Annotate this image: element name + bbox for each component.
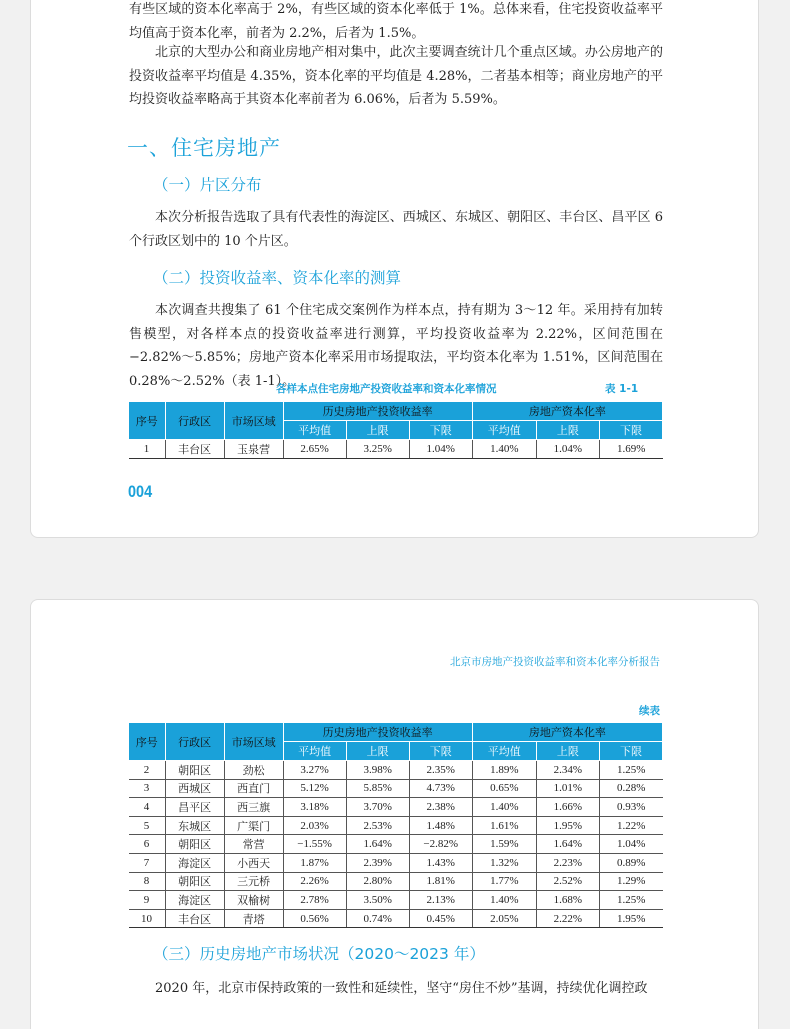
cell-no: 1 — [129, 440, 166, 459]
cell-return-lower: 1.48% — [409, 816, 472, 835]
table-row — [129, 853, 663, 872]
cell-district: 东城区 — [165, 816, 224, 835]
cell-cap-upper: 2.22% — [536, 909, 599, 928]
header-cap-lower: 下限 — [599, 742, 662, 761]
cell-district: 朝阳区 — [165, 835, 224, 854]
cell-return-lower: 1.81% — [409, 872, 472, 891]
cell-return-lower: 2.13% — [409, 891, 472, 910]
cell-area: 常营 — [224, 835, 283, 854]
cell-cap-upper: 1.04% — [536, 440, 599, 459]
table-row — [129, 798, 663, 817]
paragraph-districts: 本次分析报告选取了具有代表性的海淀区、西城区、东城区、朝阳区、丰台区、昌平区 6 个行政区划中的 10 个片区。 — [129, 210, 663, 249]
cell-return-avg: 2.26% — [283, 872, 346, 891]
header-return-lower: 下限 — [409, 421, 472, 440]
cell-return-upper: 3.70% — [346, 798, 409, 817]
header-cap-lower: 下限 — [599, 421, 662, 440]
cell-district: 海淀区 — [165, 853, 224, 872]
cell-district: 朝阳区 — [165, 761, 224, 780]
cell-return-upper: 2.53% — [346, 816, 409, 835]
cell-return-lower: −2.82% — [409, 835, 472, 854]
cell-area: 西三旗 — [224, 798, 283, 817]
header-group-cap: 房地产资本化率 — [472, 723, 662, 742]
cell-district: 西城区 — [165, 779, 224, 798]
cell-no: 2 — [129, 761, 166, 780]
cell-no: 10 — [129, 909, 166, 928]
cell-cap-avg: 1.89% — [472, 761, 536, 780]
cell-return-avg: 3.27% — [283, 761, 346, 780]
subsection-heading-calculation: （二）投资收益率、资本化率的测算 — [153, 269, 402, 287]
header-group-cap: 房地产资本化率 — [472, 402, 662, 421]
header-cap-avg: 平均值 — [472, 421, 536, 440]
paragraph-methodology: 本次调查共搜集了 61 个住宅成交案例作为样本点，持有期为 3～12 年。采用持有加转售模型，对各样本点的投资收益率进行测算，平均投资收益率为 2.22%，区间范围在−2.82%～5.85%；房地产资本化率采用市场提取法，平均资本化率为 1.51%，区间范围在 0.28%～2.52%（表 1-1）。 — [129, 303, 663, 389]
cell-return-upper: 3.25% — [346, 440, 409, 459]
cell-area: 小西天 — [224, 853, 283, 872]
header-no: 序号 — [129, 723, 166, 761]
cell-district: 丰台区 — [165, 440, 224, 459]
section-heading-residential: 一、住宅房地产 — [127, 136, 281, 160]
paragraph-office-commercial: 北京的大型办公和商业房地产相对集中，此次主要调查统计几个重点区域。办公房地产的投资收益率平均值是 4.35%，资本化率的平均值是 4.28%，二者基本相等；商业房地产的平均投资收益率略高于其资本化率前者为 6.06%，后者为 5.59%。 — [129, 45, 663, 107]
cell-cap-avg: 1.61% — [472, 816, 536, 835]
cell-area: 玉泉营 — [224, 440, 283, 459]
subsection-heading-districts: （一）片区分布 — [153, 176, 262, 194]
header-area: 市场区域 — [224, 723, 283, 761]
header-district: 行政区 — [165, 402, 224, 440]
cell-return-lower: 2.38% — [409, 798, 472, 817]
cell-cap-lower: 0.89% — [599, 853, 662, 872]
cell-return-upper: 0.74% — [346, 909, 409, 928]
cell-cap-lower: 1.25% — [599, 891, 662, 910]
page-number: 004 — [128, 482, 153, 501]
cell-cap-avg: 2.05% — [472, 909, 536, 928]
cell-return-lower: 1.04% — [409, 440, 472, 459]
header-return-lower: 下限 — [409, 742, 472, 761]
table-row — [129, 779, 663, 798]
table-row — [129, 872, 663, 891]
cell-return-avg: 5.12% — [283, 779, 346, 798]
document-page-2 — [30, 599, 759, 1029]
cell-area: 三元桥 — [224, 872, 283, 891]
cell-cap-upper: 1.68% — [536, 891, 599, 910]
cell-cap-avg: 1.40% — [472, 798, 536, 817]
data-table-1 — [128, 401, 663, 459]
cell-cap-lower: 1.22% — [599, 816, 662, 835]
cell-return-upper: 3.98% — [346, 761, 409, 780]
header-return-upper: 上限 — [346, 742, 409, 761]
cell-return-avg: −1.55% — [283, 835, 346, 854]
cell-district: 丰台区 — [165, 909, 224, 928]
cell-area: 西直门 — [224, 779, 283, 798]
cell-cap-avg: 1.40% — [472, 891, 536, 910]
cell-return-upper: 1.64% — [346, 835, 409, 854]
cell-district: 朝阳区 — [165, 872, 224, 891]
table-row — [129, 440, 663, 459]
header-cap-upper: 上限 — [536, 421, 599, 440]
table-continued-label: 续表 — [639, 705, 660, 717]
cell-return-avg: 3.18% — [283, 798, 346, 817]
cell-return-upper: 2.80% — [346, 872, 409, 891]
cell-area: 劲松 — [224, 761, 283, 780]
cell-area: 双榆树 — [224, 891, 283, 910]
header-cap-avg: 平均值 — [472, 742, 536, 761]
cell-return-lower: 1.43% — [409, 853, 472, 872]
table-row — [129, 891, 663, 910]
subsection-heading-market-history: （三）历史房地产市场状况（2020～2023 年） — [153, 945, 485, 963]
cell-area: 广渠门 — [224, 816, 283, 835]
header-group-return: 历史房地产投资收益率 — [283, 402, 472, 421]
cell-return-avg: 2.78% — [283, 891, 346, 910]
cell-no: 6 — [129, 835, 166, 854]
cell-return-avg: 2.03% — [283, 816, 346, 835]
cell-no: 3 — [129, 779, 166, 798]
cell-cap-avg: 0.65% — [472, 779, 536, 798]
table-number: 表 1-1 — [605, 383, 639, 395]
header-group-return: 历史房地产投资收益率 — [283, 723, 472, 742]
cell-return-lower: 4.73% — [409, 779, 472, 798]
cell-cap-lower: 1.29% — [599, 872, 662, 891]
cell-cap-upper: 1.95% — [536, 816, 599, 835]
cell-return-avg: 1.87% — [283, 853, 346, 872]
header-area: 市场区域 — [224, 402, 283, 440]
table-row — [129, 909, 663, 928]
header-return-avg: 平均值 — [283, 742, 346, 761]
cell-cap-upper: 1.01% — [536, 779, 599, 798]
cell-no: 4 — [129, 798, 166, 817]
cell-return-avg: 0.56% — [283, 909, 346, 928]
cell-cap-lower: 0.28% — [599, 779, 662, 798]
cell-cap-lower: 0.93% — [599, 798, 662, 817]
table-row — [129, 761, 663, 780]
header-no: 序号 — [129, 402, 166, 440]
cell-cap-upper: 2.23% — [536, 853, 599, 872]
cell-return-lower: 2.35% — [409, 761, 472, 780]
cell-no: 7 — [129, 853, 166, 872]
cell-cap-lower: 1.04% — [599, 835, 662, 854]
header-return-avg: 平均值 — [283, 421, 346, 440]
cell-return-upper: 3.50% — [346, 891, 409, 910]
header-cap-upper: 上限 — [536, 742, 599, 761]
table-row — [129, 835, 663, 854]
cell-cap-avg: 1.40% — [472, 440, 536, 459]
cell-cap-lower: 1.69% — [599, 440, 662, 459]
table-row — [129, 816, 663, 835]
cell-cap-upper: 1.66% — [536, 798, 599, 817]
header-district: 行政区 — [165, 723, 224, 761]
data-table-1-continued — [128, 722, 663, 928]
cell-cap-upper: 1.64% — [536, 835, 599, 854]
cell-return-avg: 2.65% — [283, 440, 346, 459]
cell-district: 海淀区 — [165, 891, 224, 910]
cell-area: 青塔 — [224, 909, 283, 928]
cell-district: 昌平区 — [165, 798, 224, 817]
cell-no: 9 — [129, 891, 166, 910]
cell-cap-avg: 1.77% — [472, 872, 536, 891]
table-title: 各样本点住宅房地产投资收益率和资本化率情况 — [276, 383, 497, 395]
document-page-1 — [30, 0, 759, 538]
cell-cap-upper: 2.34% — [536, 761, 599, 780]
cell-cap-avg: 1.32% — [472, 853, 536, 872]
cell-return-upper: 5.85% — [346, 779, 409, 798]
header-return-upper: 上限 — [346, 421, 409, 440]
paragraph-residential-summary: 有些区域的资本化率高于 2%，有些区域的资本化率低于 1%。总体来看，住宅投资收益率平均值高于资本化率，前者为 2.2%，后者为 1.5%。 — [129, 2, 663, 41]
cell-cap-lower: 1.95% — [599, 909, 662, 928]
running-header: 北京市房地产投资收益率和资本化率分析报告 — [450, 656, 660, 668]
paragraph-2020: 2020 年，北京市保持政策的一致性和延续性，坚守“房住不炒”基调，持续优化调控政 — [155, 981, 648, 996]
cell-no: 8 — [129, 872, 166, 891]
cell-no: 5 — [129, 816, 166, 835]
cell-cap-avg: 1.59% — [472, 835, 536, 854]
cell-cap-lower: 1.25% — [599, 761, 662, 780]
cell-cap-upper: 2.52% — [536, 872, 599, 891]
cell-return-lower: 0.45% — [409, 909, 472, 928]
cell-return-upper: 2.39% — [346, 853, 409, 872]
